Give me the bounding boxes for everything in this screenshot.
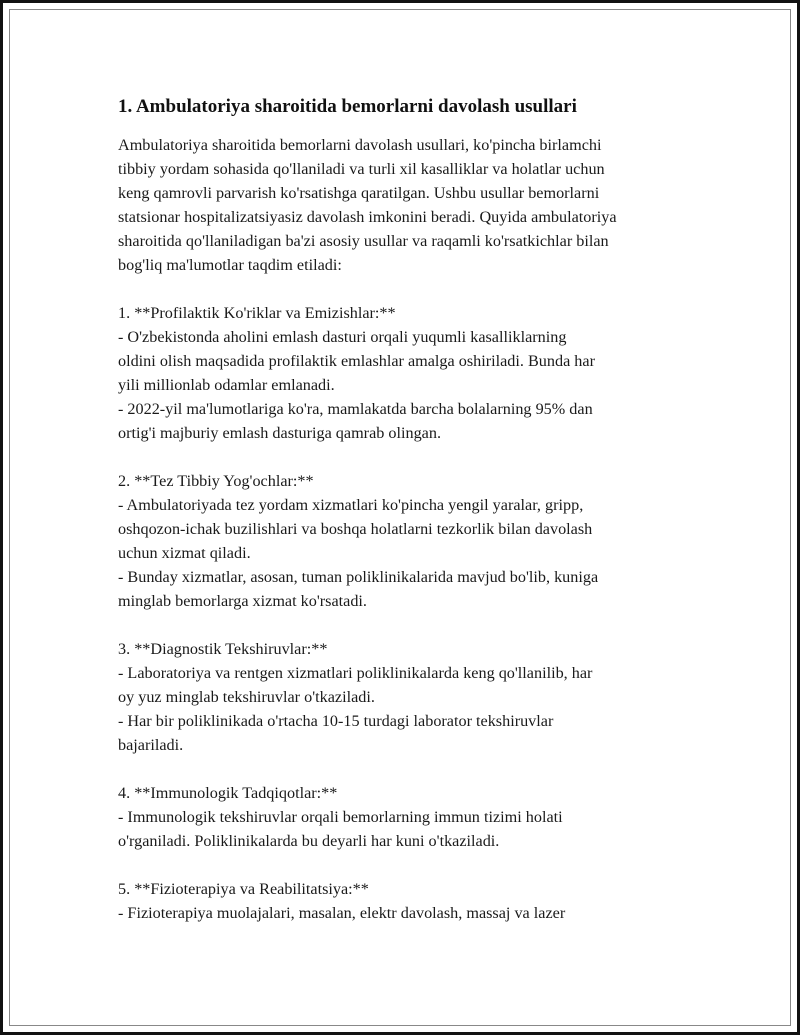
spacer [118,445,686,469]
section-title: 5. **Fizioterapiya va Reabilitatsiya:** [118,880,369,898]
spacer [118,757,686,781]
section-body: - Immunologik tekshiruvlar orqali bemorlarning immun tizimi holati o'rganiladi. Poliklinikalarda bu deyarli har kuni o'tkaziladi. [118,808,563,850]
section-tez-tibbiy [118,469,686,613]
section-body: - Ambulatoriyada tez yordam xizmatlari ko'pincha yengil yaralar, gripp, oshqozon-ichak buzilishlari va boshqa holatlarni tezkorlik bilan davolash uchun xizmat qiladi. - Bunday xizmatlar, asosan, tuman poliklinikalarida mavjud bo'lib, kuniga minglab bemorlarga xizmat ko'rsatadi. [118,496,599,610]
section-title: 4. **Immunologik Tadqiqotlar:** [118,784,338,802]
section-body: - Fizioterapiya muolajalari, masalan, elektr davolash, massaj va lazer [118,904,566,922]
section-profilaktik [118,301,686,445]
spacer [118,277,686,301]
section-immunologik [118,781,686,853]
spacer [118,853,686,877]
section-title: 3. **Diagnostik Tekshiruvlar:** [118,640,328,658]
section-body: - Laboratoriya va rentgen xizmatlari poliklinikalarda keng qo'llanilib, har oy yuz minglab tekshiruvlar o'tkaziladi. - Har bir poliklinikada o'rtacha 10-15 turdagi laborator tekshiruvlar bajariladi. [118,664,593,754]
section-title: 2. **Tez Tibbiy Yog'ochlar:** [118,472,314,490]
section-body: - O'zbekistonda aholini emlash dasturi orqali yuqumli kasalliklarning oldini olish maqsadida profilaktik emlashlar amalga oshiriladi. Bunda har yili millionlab odamlar emlanadi. - 2022-yil ma'lumotlariga ko'ra, mamlakatda barcha bolalarning 95% dan ortig'i majburiy emlash dasturiga qamrab olingan. [118,328,595,442]
intro-paragraph: Ambulatoriya sharoitida bemorlarni davolash usullari, ko'pincha birlamchi tibbiy yordam sohasida qo'llaniladi va turli xil kasalliklar va holatlar uchun keng qamrovli parvarish ko'rsatishga qaratilgan. Ushbu usullar bemorlarni statsionar hospitalizatsiyasiz davolash imkonini beradi. Quyida ambulatoriya sharoitida qo'llaniladigan ba'zi asosiy usullar va raqamli ko'rsatkichlar bilan bog'liq ma'lumotlar taqdim etiladi: [118,136,617,274]
section-title: 1. **Profilaktik Ko'riklar va Emizishlar:** [118,304,396,322]
document-body [118,95,686,925]
section-fizioterapiya [118,877,686,925]
document-heading: 1. Ambulatoriya sharoitida bemorlarni davolash usullari [118,96,577,117]
section-diagnostik [118,637,686,757]
spacer [118,613,686,637]
